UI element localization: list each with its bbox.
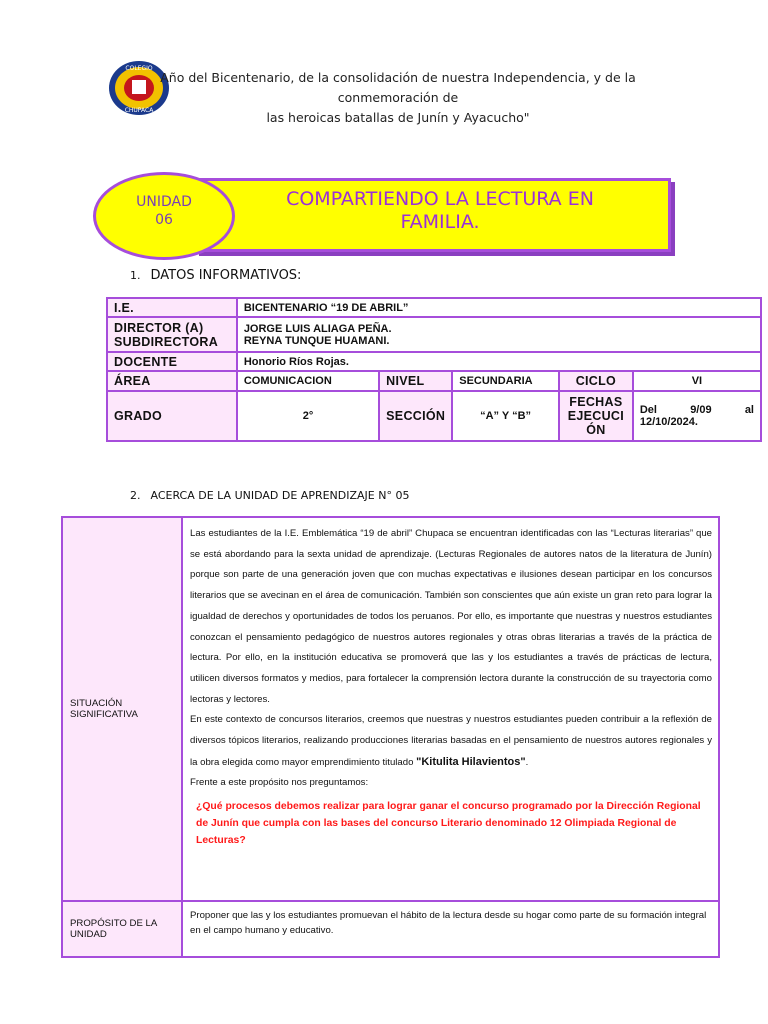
situacion-label-2: SIGNIFICATIVA	[70, 709, 138, 720]
proposito-label-1: PROPÓSITO DE LA	[70, 918, 158, 929]
fechas-label-3: ÓN	[586, 423, 606, 437]
proposito-row	[62, 901, 719, 957]
section-1-number: 1.	[130, 269, 141, 282]
section-2-heading	[130, 489, 409, 502]
fechas-label-2: EJECUCI	[567, 409, 625, 423]
situacion-content	[182, 517, 719, 901]
grado-value: 2°	[237, 391, 379, 441]
situacion-paragraph-2-end: .	[525, 756, 529, 768]
ciclo-value: VI	[633, 371, 761, 391]
docente-value: Honorio Ríos Rojas.	[237, 352, 761, 371]
situacion-label	[62, 517, 182, 901]
nivel-label: NIVEL	[379, 371, 452, 391]
situacion-label-1: SITUACIÓN	[70, 698, 123, 709]
director-value-2: REYNA TUNQUE HUAMANI.	[243, 334, 390, 347]
director-label-2: SUBDIRECTORA	[114, 334, 219, 349]
motto-line-2: las heroicas batallas de Junín y Ayacucho"	[266, 110, 530, 125]
section-2-title: ACERCA DE LA UNIDAD DE APRENDIZAJE N° 05	[150, 489, 410, 502]
unit-title-line-1: COMPARTIENDO LA LECTURA EN	[286, 188, 594, 210]
info-row-ie	[107, 298, 761, 317]
motto	[118, 68, 678, 128]
area-value: COMUNICACION	[237, 371, 379, 391]
unit-number-badge	[93, 193, 235, 229]
info-table	[106, 297, 762, 442]
ie-label: I.E.	[107, 298, 237, 317]
proposito-content: Proponer que las y los estudiantes promuevan el hábito de la lectura desde su hogar como parte de su formación integral en el campo humano y educativo.	[182, 901, 719, 957]
situacion-row	[62, 517, 719, 901]
fechas-label-1: FECHAS	[569, 395, 623, 409]
section-1-title: DATOS INFORMATIVOS:	[150, 268, 302, 283]
unit-number: 06	[155, 212, 173, 228]
director-value-1: JORGE LUIS ALIAGA PEÑA.	[243, 322, 392, 335]
nivel-value: SECUNDARIA	[452, 371, 559, 391]
unit-title-line-2: FAMILIA.	[400, 211, 480, 233]
fechas-value	[633, 391, 761, 441]
director-label	[107, 317, 237, 352]
situacion-paragraph-2-text: En este contexto de concursos literarios, creemos que nuestras y nuestros estudiantes pueden contribuir a la reflexión de diversos tópicos literarios, realizando producciones literarias basadas en el pensamiento de nuestros autores regionales y la obra elegida como mayor emprendimiento titulado	[190, 714, 712, 768]
fechas-value-end: 12/10/2024.	[639, 416, 698, 428]
director-label-1: DIRECTOR (A)	[114, 320, 204, 335]
fechas-value-line-1	[640, 404, 754, 416]
unit-label: UNIDAD	[136, 194, 192, 210]
fechas-value-start: 9/09	[690, 404, 712, 416]
section-1-heading	[130, 268, 301, 283]
info-row-docente	[107, 352, 761, 371]
grado-label: GRADO	[107, 391, 237, 441]
unit-title	[240, 188, 640, 234]
seccion-value: “A” Y “B”	[452, 391, 559, 441]
motto-line-1: Año del Bicentenario, de la consolidación de nuestra Independencia, y de la conmemoración de	[160, 70, 636, 105]
docente-label: DOCENTE	[107, 352, 237, 371]
challenge-question: ¿Qué procesos debemos realizar para lograr ganar el concurso programado por la Dirección Regional de Junín que cumpla con las bases del concurso Literario denominado 12 Olimpiada Regional de Lecturas?	[196, 801, 701, 847]
ciclo-label: CICLO	[559, 371, 633, 391]
unit-table	[61, 516, 720, 958]
fechas-value-al: al	[744, 404, 754, 416]
ie-value: BICENTENARIO “19 DE ABRIL”	[237, 298, 761, 317]
seccion-label: SECCIÓN	[379, 391, 452, 441]
logo-text-bottom: CHUPACA	[124, 107, 154, 114]
proposito-label-2: UNIDAD	[70, 929, 107, 940]
area-label: ÁREA	[107, 371, 237, 391]
work-title: "Kitulita Hilavientos"	[416, 755, 526, 768]
situacion-paragraph-2	[190, 710, 712, 773]
section-2-number: 2.	[130, 489, 141, 502]
fechas-label	[559, 391, 633, 441]
logo-text-top: COLEGIO	[125, 65, 153, 72]
proposito-label	[62, 901, 182, 957]
situacion-paragraph-1: Las estudiantes de la I.E. Emblemática “19 de abril” Chupaca se encuentran identificadas con las “Lecturas literarias” que se está abordando para la sexta unidad de aprendizaje. (Lecturas Regionales de autores natos de la literatura de Junín) porque son parte de una generación joven que con muchas expectativas e ilusiones desean participar en los concursos literarios que se avecinan en el área de comunicación. También son conscientes que aún existe un gran reto para lograr la igualdad de derechos y oportunidades de todos los peruanos. Por ello, es importante que nuestras y nuestros estudiantes conozcan el pensamiento pedagógico de nuestros autores regionales y otras obras literarias a través de la práctica de lectura. Por ello, en la institución educativa se promoverá que las y los estudiantes a través de prácticas de lectura, utilicen diversos formatos y medios, para fortalecer la comprensión lectora durante la construcción de su trayectoria como lectoras y lectores.	[190, 528, 712, 705]
info-row-director	[107, 317, 761, 352]
fechas-value-del: Del	[639, 404, 657, 416]
info-row-grado	[107, 391, 761, 441]
situacion-paragraph-3: Frente a este propósito nos preguntamos:	[190, 777, 369, 789]
info-row-area	[107, 371, 761, 391]
director-value	[237, 317, 761, 352]
